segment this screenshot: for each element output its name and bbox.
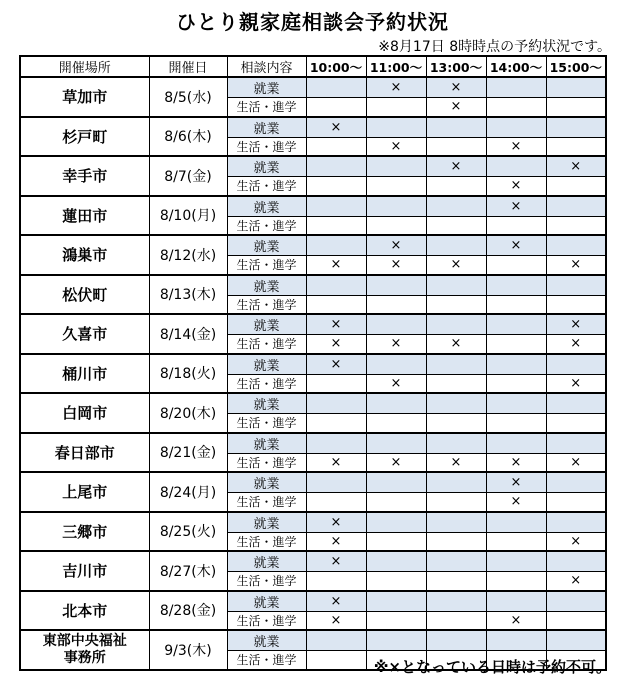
open-slot	[546, 591, 606, 612]
type-work-cell: 就業	[227, 314, 306, 335]
open-slot	[426, 314, 486, 335]
type-work-cell: 就業	[227, 196, 306, 217]
open-slot	[546, 98, 606, 117]
open-slot	[366, 216, 426, 235]
open-slot	[546, 611, 606, 630]
table-row	[20, 314, 606, 335]
booked-slot: ×	[306, 314, 366, 335]
type-work-cell: 就業	[227, 156, 306, 177]
type-work-cell: 就業	[227, 235, 306, 256]
open-slot	[366, 532, 426, 551]
booked-slot: ×	[546, 314, 606, 335]
open-slot	[486, 156, 546, 177]
booked-slot: ×	[426, 335, 486, 354]
location-line: 東部中央福祉	[42, 632, 127, 649]
open-slot	[306, 472, 366, 493]
booked-slot: ×	[546, 256, 606, 275]
table-body	[20, 77, 606, 670]
type-life-cell: 生活・進学	[227, 532, 306, 551]
open-slot	[546, 295, 606, 314]
table-row	[20, 275, 606, 296]
open-slot	[426, 493, 486, 512]
date-cell: 8/24(月)	[149, 472, 227, 512]
booked-slot: ×	[486, 472, 546, 493]
booked-slot: ×	[306, 551, 366, 572]
open-slot	[366, 591, 426, 612]
header-time-1400: 14:00～	[486, 56, 546, 77]
open-slot	[366, 512, 426, 533]
open-slot	[426, 196, 486, 217]
open-slot	[486, 256, 546, 275]
open-slot	[486, 295, 546, 314]
open-slot	[546, 630, 606, 651]
location-cell: 北本市	[20, 591, 149, 631]
header-type: 相談内容	[227, 56, 306, 77]
date-cell: 8/18(火)	[149, 354, 227, 394]
open-slot	[426, 433, 486, 454]
open-slot	[306, 98, 366, 117]
open-slot	[366, 630, 426, 651]
open-slot	[426, 611, 486, 630]
open-slot	[306, 630, 366, 651]
open-slot	[546, 354, 606, 375]
table-row	[20, 591, 606, 612]
open-slot	[426, 235, 486, 256]
booked-slot: ×	[306, 354, 366, 375]
open-slot	[426, 532, 486, 551]
open-slot	[546, 414, 606, 433]
booked-slot: ×	[366, 256, 426, 275]
open-slot	[366, 196, 426, 217]
open-slot	[426, 354, 486, 375]
page-title: ひとり親家庭相談会予約状況	[176, 10, 449, 34]
open-slot	[306, 216, 366, 235]
type-life-cell: 生活・進学	[227, 98, 306, 117]
open-slot	[486, 414, 546, 433]
booked-slot: ×	[366, 374, 426, 393]
booked-slot: ×	[426, 256, 486, 275]
booked-slot: ×	[486, 611, 546, 630]
open-slot	[366, 275, 426, 296]
open-slot	[546, 137, 606, 156]
location-line: 事務所	[63, 649, 106, 666]
open-slot	[486, 512, 546, 533]
header-time-1100: 11:00～	[366, 56, 426, 77]
type-work-cell: 就業	[227, 393, 306, 414]
booked-slot: ×	[426, 453, 486, 472]
location-cell: 杉戸町	[20, 117, 149, 157]
open-slot	[546, 235, 606, 256]
open-slot	[426, 472, 486, 493]
open-slot	[486, 572, 546, 591]
booked-slot: ×	[306, 512, 366, 533]
open-slot	[546, 117, 606, 138]
open-slot	[426, 551, 486, 572]
booked-slot: ×	[546, 156, 606, 177]
booked-slot: ×	[366, 77, 426, 98]
booked-slot: ×	[366, 335, 426, 354]
booked-slot: ×	[486, 137, 546, 156]
type-work-cell: 就業	[227, 117, 306, 138]
table-row	[20, 433, 606, 454]
booked-slot: ×	[426, 98, 486, 117]
open-slot	[366, 295, 426, 314]
booked-slot: ×	[306, 532, 366, 551]
table-row	[20, 472, 606, 493]
location-cell: 桶川市	[20, 354, 149, 394]
date-cell: 8/10(月)	[149, 196, 227, 236]
date-cell: 8/13(木)	[149, 275, 227, 315]
open-slot	[366, 314, 426, 335]
open-slot	[366, 493, 426, 512]
type-work-cell: 就業	[227, 433, 306, 454]
open-slot	[486, 314, 546, 335]
open-slot	[426, 414, 486, 433]
header-location: 開催場所	[20, 56, 149, 77]
open-slot	[486, 98, 546, 117]
open-slot	[366, 572, 426, 591]
open-slot	[306, 493, 366, 512]
open-slot	[426, 117, 486, 138]
location-cell: 三郷市	[20, 512, 149, 552]
open-slot	[426, 216, 486, 235]
open-slot	[486, 551, 546, 572]
open-slot	[486, 532, 546, 551]
table-row	[20, 354, 606, 375]
type-life-cell: 生活・進学	[227, 453, 306, 472]
date-cell: 8/21(金)	[149, 433, 227, 473]
date-cell: 9/3(木)	[149, 630, 227, 670]
open-slot	[426, 275, 486, 296]
header-time-1500: 15:00～	[546, 56, 606, 77]
open-slot	[366, 551, 426, 572]
table-row	[20, 117, 606, 138]
type-work-cell: 就業	[227, 512, 306, 533]
open-slot	[426, 512, 486, 533]
booked-slot: ×	[486, 196, 546, 217]
open-slot	[486, 374, 546, 393]
open-slot	[306, 433, 366, 454]
open-slot	[306, 156, 366, 177]
open-slot	[426, 374, 486, 393]
open-slot	[306, 393, 366, 414]
open-slot	[366, 354, 426, 375]
open-slot	[486, 77, 546, 98]
open-slot	[366, 414, 426, 433]
open-slot	[546, 512, 606, 533]
date-cell: 8/27(木)	[149, 551, 227, 591]
type-work-cell: 就業	[227, 77, 306, 98]
open-slot	[366, 433, 426, 454]
date-cell: 8/5(水)	[149, 77, 227, 117]
location-cell: 上尾市	[20, 472, 149, 512]
open-slot	[546, 393, 606, 414]
location-cell: 吉川市	[20, 551, 149, 591]
open-slot	[546, 433, 606, 454]
header-row	[20, 56, 606, 77]
open-slot	[426, 137, 486, 156]
open-slot	[546, 216, 606, 235]
booked-slot: ×	[366, 235, 426, 256]
open-slot	[486, 433, 546, 454]
booked-slot: ×	[306, 611, 366, 630]
booked-slot: ×	[486, 177, 546, 196]
type-work-cell: 就業	[227, 472, 306, 493]
type-life-cell: 生活・進学	[227, 137, 306, 156]
booked-slot: ×	[486, 235, 546, 256]
open-slot	[426, 177, 486, 196]
type-life-cell: 生活・進学	[227, 572, 306, 591]
open-slot	[366, 98, 426, 117]
status-note: ※8月17日 8時時点の予約状況です。	[378, 39, 611, 55]
open-slot	[486, 216, 546, 235]
type-life-cell: 生活・進学	[227, 216, 306, 235]
open-slot	[366, 472, 426, 493]
header-time-1300: 13:00～	[426, 56, 486, 77]
type-life-cell: 生活・進学	[227, 177, 306, 196]
table-row	[20, 630, 606, 651]
booked-slot: ×	[306, 335, 366, 354]
booked-slot: ×	[546, 572, 606, 591]
open-slot	[366, 393, 426, 414]
date-cell: 8/6(木)	[149, 117, 227, 157]
table-row	[20, 512, 606, 533]
open-slot	[306, 235, 366, 256]
open-slot	[546, 472, 606, 493]
location-cell	[20, 630, 149, 670]
booked-slot: ×	[486, 453, 546, 472]
table-row	[20, 551, 606, 572]
location-cell: 鴻巣市	[20, 235, 149, 275]
location-cell: 幸手市	[20, 156, 149, 196]
header-date: 開催日	[149, 56, 227, 77]
open-slot	[426, 630, 486, 651]
reservation-table	[19, 55, 607, 671]
open-slot	[306, 196, 366, 217]
date-cell: 8/28(金)	[149, 591, 227, 631]
table-row	[20, 235, 606, 256]
type-life-cell: 生活・進学	[227, 335, 306, 354]
type-life-cell: 生活・進学	[227, 374, 306, 393]
type-life-cell: 生活・進学	[227, 493, 306, 512]
booked-slot: ×	[546, 532, 606, 551]
type-life-cell: 生活・進学	[227, 256, 306, 275]
open-slot	[486, 354, 546, 375]
open-slot	[546, 177, 606, 196]
open-slot	[366, 117, 426, 138]
date-cell: 8/25(火)	[149, 512, 227, 552]
booked-slot: ×	[366, 453, 426, 472]
open-slot	[486, 335, 546, 354]
location-cell: 草加市	[20, 77, 149, 117]
table-row	[20, 196, 606, 217]
open-slot	[306, 177, 366, 196]
open-slot	[486, 591, 546, 612]
open-slot	[306, 77, 366, 98]
open-slot	[486, 275, 546, 296]
open-slot	[306, 275, 366, 296]
type-work-cell: 就業	[227, 630, 306, 651]
open-slot	[486, 393, 546, 414]
table-row	[20, 77, 606, 98]
booked-slot: ×	[546, 335, 606, 354]
booked-slot: ×	[306, 256, 366, 275]
location-cell: 白岡市	[20, 393, 149, 433]
date-cell: 8/20(木)	[149, 393, 227, 433]
open-slot	[426, 572, 486, 591]
open-slot	[426, 591, 486, 612]
open-slot	[486, 117, 546, 138]
type-work-cell: 就業	[227, 354, 306, 375]
open-slot	[546, 275, 606, 296]
open-slot	[366, 611, 426, 630]
open-slot	[306, 137, 366, 156]
open-slot	[546, 551, 606, 572]
footnote: ※×となっている日時は予約不可。	[373, 658, 611, 676]
booked-slot: ×	[306, 117, 366, 138]
booked-slot: ×	[486, 493, 546, 512]
open-slot	[306, 414, 366, 433]
location-cell: 春日部市	[20, 433, 149, 473]
open-slot	[486, 630, 546, 651]
date-cell: 8/14(金)	[149, 314, 227, 354]
date-cell: 8/12(水)	[149, 235, 227, 275]
header-time-1000: 10:00～	[306, 56, 366, 77]
type-life-cell: 生活・進学	[227, 611, 306, 630]
location-cell: 蓮田市	[20, 196, 149, 236]
booked-slot: ×	[306, 591, 366, 612]
open-slot	[306, 572, 366, 591]
type-life-cell: 生活・進学	[227, 414, 306, 433]
type-work-cell: 就業	[227, 591, 306, 612]
open-slot	[426, 295, 486, 314]
table-row	[20, 156, 606, 177]
location-cell: 久喜市	[20, 314, 149, 354]
booked-slot: ×	[366, 137, 426, 156]
booked-slot: ×	[546, 453, 606, 472]
type-life-cell: 生活・進学	[227, 295, 306, 314]
type-work-cell: 就業	[227, 275, 306, 296]
date-cell: 8/7(金)	[149, 156, 227, 196]
open-slot	[306, 651, 366, 670]
open-slot	[306, 374, 366, 393]
booked-slot: ×	[426, 77, 486, 98]
open-slot	[306, 295, 366, 314]
booked-slot: ×	[306, 453, 366, 472]
location-cell: 松伏町	[20, 275, 149, 315]
open-slot	[426, 393, 486, 414]
type-work-cell: 就業	[227, 551, 306, 572]
booked-slot: ×	[546, 374, 606, 393]
open-slot	[546, 77, 606, 98]
booked-slot: ×	[426, 156, 486, 177]
open-slot	[366, 177, 426, 196]
open-slot	[546, 493, 606, 512]
type-life-cell: 生活・進学	[227, 651, 306, 670]
table-row	[20, 393, 606, 414]
open-slot	[546, 196, 606, 217]
open-slot	[366, 156, 426, 177]
